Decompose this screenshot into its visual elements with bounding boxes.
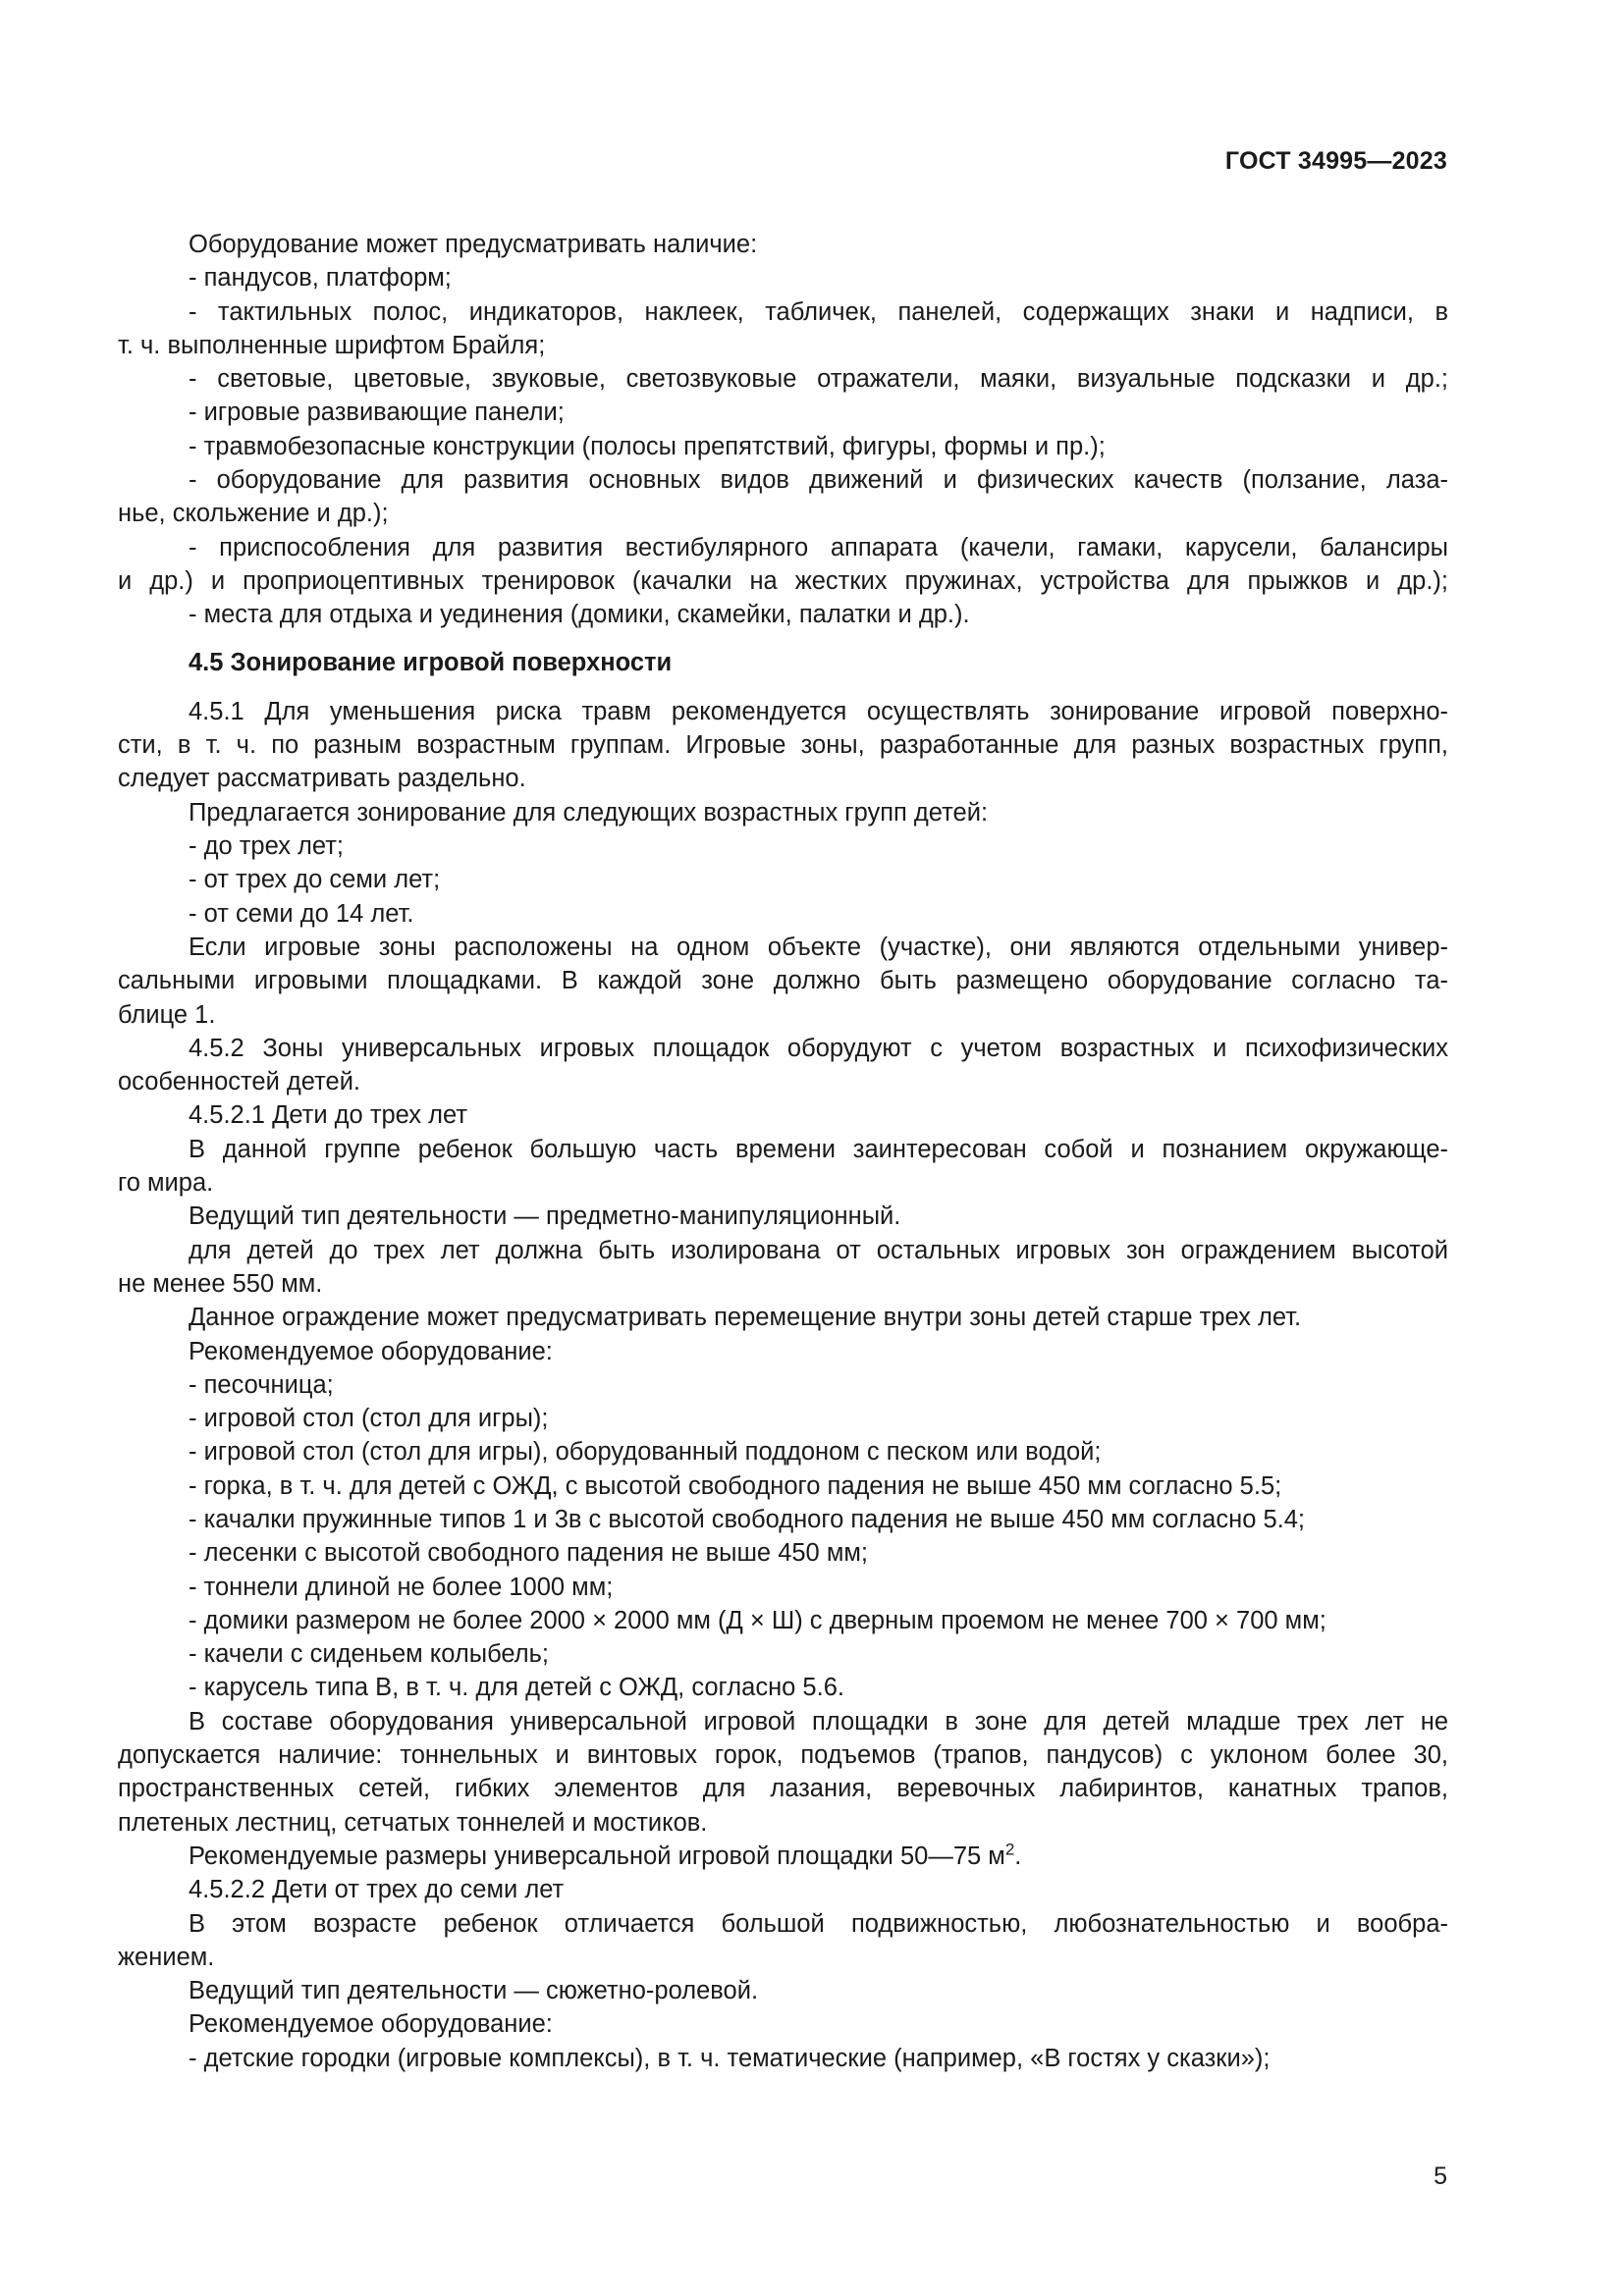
area-period: . xyxy=(1014,1842,1022,1870)
area-text: Рекомендуемые размеры универсальной игровой площадки 50—75 м xyxy=(189,1842,1005,1870)
paragraph-line: сальными игровыми площадками. В каждой зоне должно быть размещено оборудование согласно та- xyxy=(118,967,1448,995)
document-header-id: ГОСТ 34995—2023 xyxy=(1224,147,1447,175)
section-heading: 4.5 Зонирование игровой поверхности xyxy=(189,648,673,676)
paragraph-line: Рекомендуемое оборудование: xyxy=(189,1337,553,1365)
list-item: - тоннели длиной не более 1000 мм; xyxy=(189,1573,614,1601)
list-item: - до трех лет; xyxy=(189,832,345,861)
list-item: - домики размером не более 2000 × 2000 мм (Д × Ш) с дверным проемом не менее 700 × 700 мм; xyxy=(189,1606,1326,1634)
document-body xyxy=(118,228,1448,2075)
paragraph-line: допускается наличие: тоннельных и винтовых горок, подъемов (трапов, пандусов) с уклоном более 30, xyxy=(118,1741,1448,1770)
spacer xyxy=(118,632,1448,646)
list-item: - карусель типа В, в т. ч. для детей с ОЖД, согласно 5.6. xyxy=(189,1674,844,1702)
paragraph-line: 4.5.2 Зоны универсальных игровых площадок оборудуют с учетом возрастных и психофизических xyxy=(189,1034,1448,1062)
paragraph-line: Ведущий тип деятельности — предметно-манипуляционный. xyxy=(189,1202,901,1231)
paragraph-line: пространственных сетей, гибких элементов для лазания, веревочных лабиринтов, канатных трапов, xyxy=(118,1775,1448,1803)
paragraph-line: следует рассматривать раздельно. xyxy=(118,765,526,793)
list-item: - приспособления для развития вестибулярного аппарата (качели, гамаки, карусели, балансиры xyxy=(189,533,1448,561)
list-item: - игровой стол (стол для игры), оборудованный поддоном с песком или водой; xyxy=(189,1438,1102,1467)
paragraph-line: жением. xyxy=(118,1943,215,1971)
list-item: - травмобезопасные конструкции (полосы препятствий, фигуры, формы и пр.); xyxy=(189,432,1106,460)
subsection-title: 4.5.2.2 Дети от трех до семи лет xyxy=(189,1876,565,1904)
area-superscript: 2 xyxy=(1004,1840,1015,1859)
subsection-title: 4.5.2.1 Дети до трех лет xyxy=(189,1101,468,1130)
paragraph-line: В составе оборудования универсальной игровой площадки в зоне для детей младше трех лет не xyxy=(189,1707,1448,1735)
paragraph-line: особенностей детей. xyxy=(118,1068,361,1096)
paragraph-line: Предлагается зонирование для следующих возрастных групп детей: xyxy=(189,798,989,827)
list-item-continuation: и др.) и проприоцептивных тренировок (качалки на жестких пружинах, устройства для прыжков и др.); xyxy=(118,566,1448,595)
list-item: - тактильных полос, индикаторов, наклеек, табличек, панелей, содержащих знаки и надписи, в xyxy=(189,297,1448,326)
paragraph-line: Рекомендуемое оборудование: xyxy=(189,2010,553,2039)
list-item: - оборудование для развития основных видов движений и физических качеств (ползание, лаза- xyxy=(189,466,1448,495)
paragraph-line: не менее 550 мм. xyxy=(118,1269,323,1298)
spacer xyxy=(118,679,1448,695)
paragraph-line: Данное ограждение может предусматривать перемещение внутри зоны детей старше трех лет. xyxy=(189,1304,1302,1332)
paragraph-line: плетеных лестниц, сетчатых тоннелей и мостиков. xyxy=(118,1808,708,1837)
paragraph-line: В данной группе ребенок большую часть времени заинтересован собой и познанием окружающе- xyxy=(189,1135,1448,1163)
paragraph-line: сти, в т. ч. по разным возрастным группам. Игровые зоны, разработанные для разных возрастных групп, xyxy=(118,731,1448,760)
list-item: - лесенки с высотой свободного падения не выше 450 мм; xyxy=(189,1539,868,1568)
paragraph-line: Оборудование может предусматривать наличие: xyxy=(189,231,758,258)
list-item: - световые, цветовые, звуковые, светозвуковые отражатели, маяки, визуальные подсказки и др.; xyxy=(189,365,1448,394)
paragraph-line: блице 1. xyxy=(118,1000,216,1029)
paragraph-line: 4.5.1 Для уменьшения риска травм рекомендуется осуществлять зонирование игровой поверхно- xyxy=(189,697,1448,725)
list-item: - пандусов, платформ; xyxy=(189,264,452,293)
list-item: - горка, в т. ч. для детей с ОЖД, с высотой свободного падения не выше 450 мм согласно 5.5; xyxy=(189,1471,1282,1500)
list-item: - качели с сиденьем колыбель; xyxy=(189,1640,549,1669)
list-item: - места для отдыха и уединения (домики, скамейки, палатки и др.). xyxy=(189,601,970,629)
list-item: - от семи до 14 лет. xyxy=(189,899,414,928)
paragraph-line: Если игровые зоны расположены на одном объекте (участке), они являются отдельными универ- xyxy=(189,933,1448,961)
paragraph-line: го мира. xyxy=(118,1169,214,1198)
list-item-continuation: нье, скольжение и др.); xyxy=(118,500,389,528)
list-item: - качалки пружинные типов 1 и 3в с высотой свободного падения не выше 450 мм согласно 5.4; xyxy=(189,1505,1305,1533)
paragraph-line: для детей до трех лет должна быть изолирована от остальных игровых зон ограждением высотой xyxy=(189,1236,1448,1264)
paragraph-line: Ведущий тип деятельности — сюжетно-ролевой. xyxy=(189,1977,759,2005)
paragraph-line: В этом возрасте ребенок отличается большой подвижностью, любознательностью и вообра- xyxy=(189,1909,1448,1938)
paragraph-line xyxy=(118,1840,1448,1873)
list-item: - от трех до семи лет; xyxy=(189,866,441,894)
list-item: - игровой стол (стол для игры); xyxy=(189,1405,549,1433)
list-item-continuation: т. ч. выполненные шрифтом Брайля; xyxy=(118,331,546,359)
list-item: - игровые развивающие панели; xyxy=(189,399,565,427)
page-number: 5 xyxy=(1434,2163,1447,2190)
list-item: - песочница; xyxy=(189,1370,334,1399)
list-item: - детские городки (игровые комплексы), в т. ч. тематические (например, «В гостях у сказки»); xyxy=(189,2044,1271,2072)
